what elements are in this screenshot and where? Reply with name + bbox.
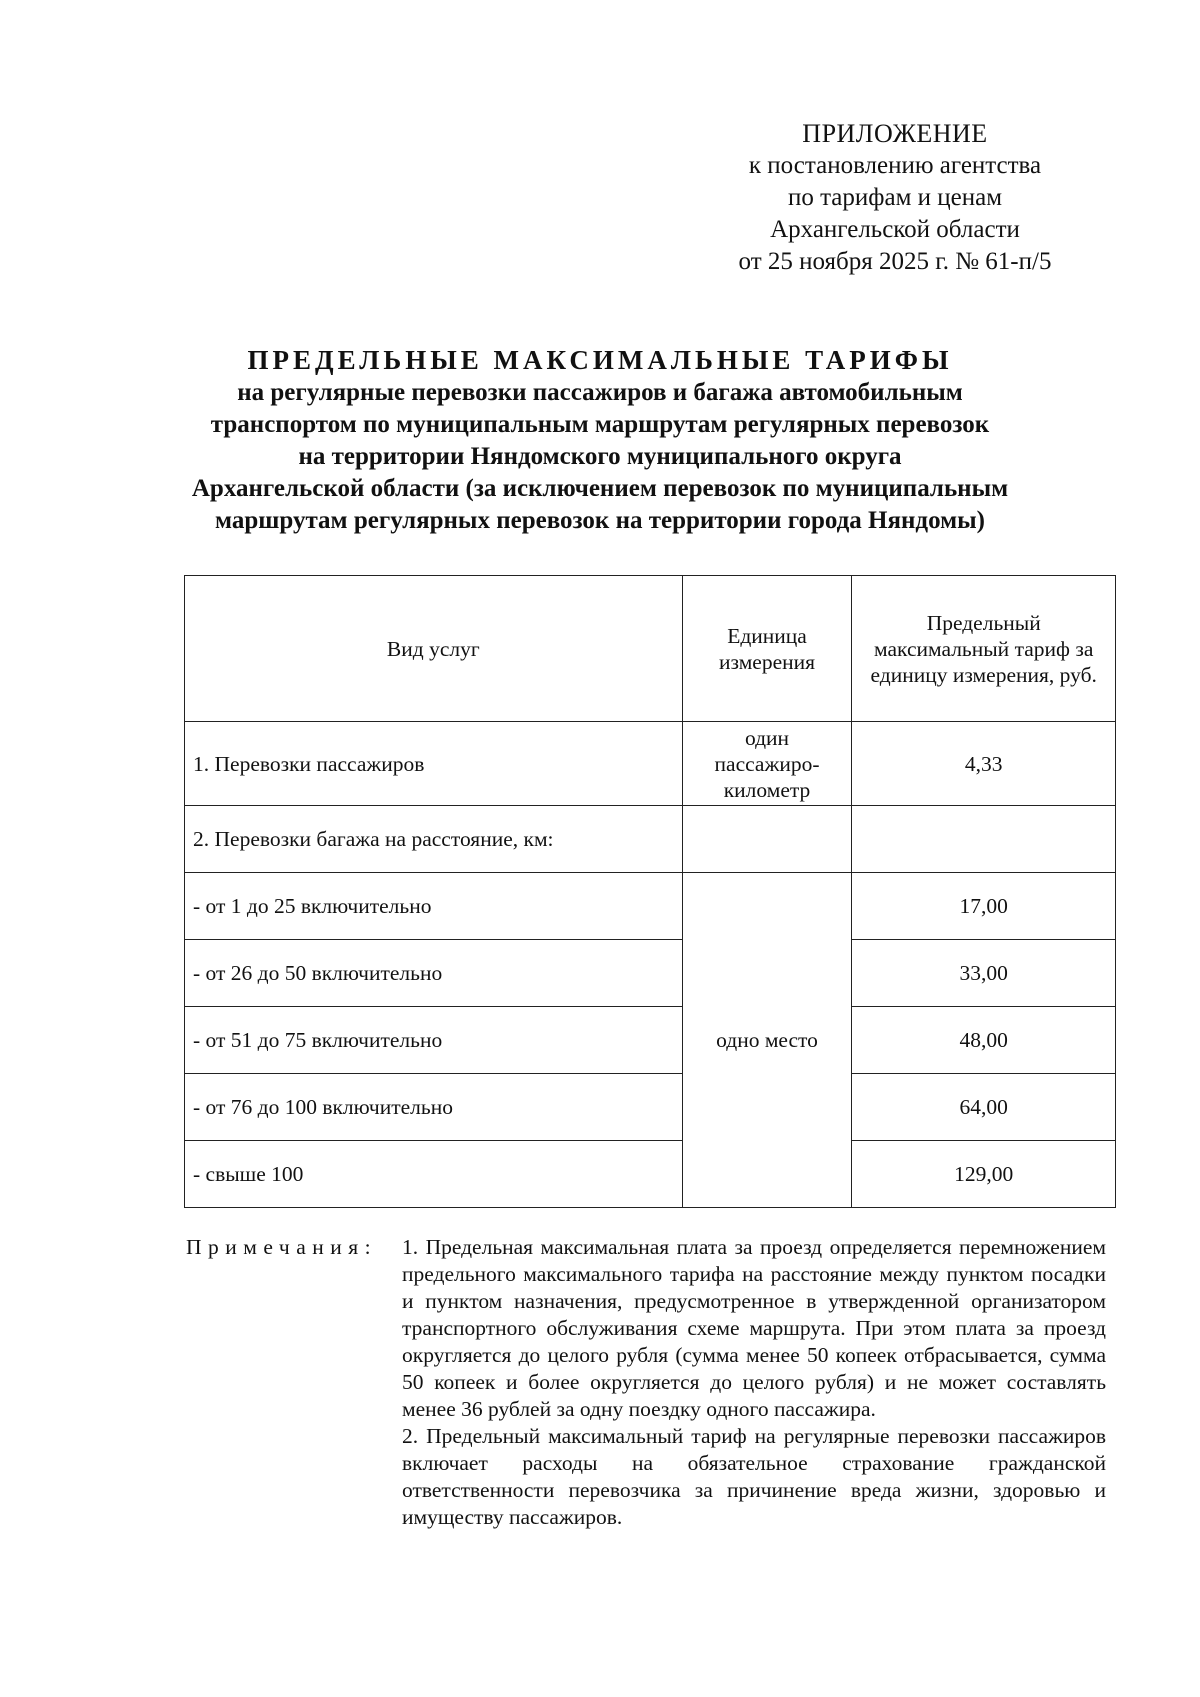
- baggage-price: 48,00: [852, 1007, 1116, 1074]
- appendix-line-4: от 25 ноября 2025 г. № 61-п/5: [738, 248, 1052, 275]
- appendix-line-2: по тарифам и ценам: [787, 184, 1003, 211]
- baggage-unit: одно место: [682, 873, 852, 1208]
- note-1: 1. Предельная максимальная плата за проезд определяется перемножением предельного максимального тарифа на расстояние между пунктом посадки и пунктом назначения, предусмотренное в утвержденной организатором транспортного обслуживания схеме маршрута. При этом плата за проезд округляется до целого рубля (сумма менее 50 копеек отбрасывается, сумма 50 копеек и более округляется до целого рубля) и не может составлять менее 36 рублей за одну поездку одного пассажира.: [402, 1235, 1106, 1421]
- baggage-price: 129,00: [852, 1141, 1116, 1208]
- appendix-header: [700, 118, 1090, 278]
- table-row: [185, 1007, 1116, 1074]
- table-row: [185, 873, 1116, 940]
- passengers-price: 4,33: [852, 722, 1116, 806]
- title-line-3: на территории Няндомского муниципального округа: [298, 443, 902, 470]
- baggage-price: 17,00: [852, 873, 1116, 940]
- table-row: [185, 722, 1116, 806]
- title-line-5: маршрутам регулярных перевозок на территории города Няндомы): [215, 507, 985, 534]
- header-service: Вид услуг: [185, 576, 683, 722]
- note-2: 2. Предельный максимальный тариф на регулярные перевозки пассажиров включает расходы на обязательное страхование гражданской ответственности перевозчика за причинение вреда жизни, здоровью и имуществу пассажиров.: [402, 1424, 1106, 1529]
- baggage-price: 33,00: [852, 940, 1116, 1007]
- baggage-price: 64,00: [852, 1074, 1116, 1141]
- baggage-distance: - от 51 до 75 включительно: [185, 1007, 683, 1074]
- table-row: [185, 806, 1116, 873]
- table-row: [185, 940, 1116, 1007]
- baggage-distance: - от 76 до 100 включительно: [185, 1074, 683, 1141]
- baggage-distance: - от 1 до 25 включительно: [185, 873, 683, 940]
- title-line-1: на регулярные перевозки пассажиров и багажа автомобильным: [237, 379, 963, 406]
- notes-label: Примечания:: [186, 1235, 378, 1259]
- table-header-row: [185, 576, 1116, 722]
- passengers-unit: один пассажиро-километр: [682, 722, 852, 806]
- title-line-4: Архангельской области (за исключением перевозок по муниципальным: [191, 475, 1009, 502]
- baggage-label: 2. Перевозки багажа на расстояние, км:: [185, 806, 683, 873]
- tariff-table: [184, 575, 1116, 1208]
- document-title: [150, 343, 1050, 537]
- appendix-heading: ПРИЛОЖЕНИЕ: [802, 119, 988, 148]
- appendix-line-1: к постановлению агентства: [748, 152, 1042, 179]
- header-price: Предельный максимальный тариф за единицу измерения, руб.: [852, 576, 1116, 722]
- notes-body: [402, 1234, 1106, 1531]
- title-line-2: транспортом по муниципальным маршрутам регулярных перевозок: [210, 411, 990, 438]
- header-unit: Единица измерения: [682, 576, 852, 722]
- table-row: [185, 1074, 1116, 1141]
- title-main: ПРЕДЕЛЬНЫЕ МАКСИМАЛЬНЫЕ ТАРИФЫ: [247, 345, 953, 375]
- baggage-distance: - свыше 100: [185, 1141, 683, 1208]
- appendix-line-3: Архангельской области: [770, 216, 1020, 243]
- baggage-label-price-empty: [852, 806, 1116, 873]
- table-row: [185, 1141, 1116, 1208]
- baggage-label-unit-empty: [682, 806, 852, 873]
- baggage-distance: - от 26 до 50 включительно: [185, 940, 683, 1007]
- passengers-service: 1. Перевозки пассажиров: [185, 722, 683, 806]
